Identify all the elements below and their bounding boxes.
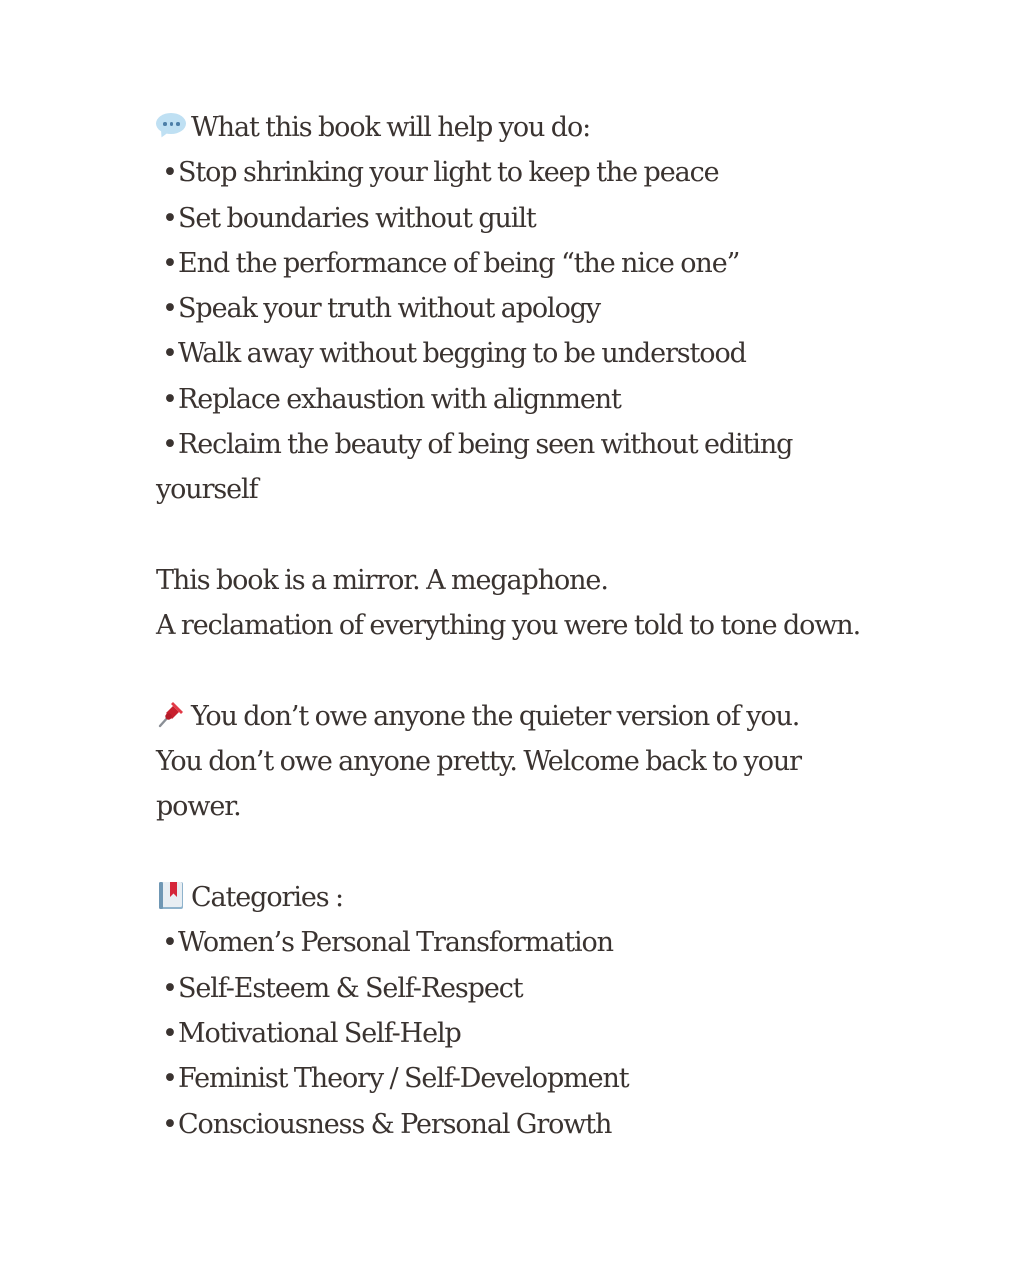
list-item: •Replace exhaustion with alignment (162, 383, 621, 415)
bookmark-book-icon (156, 880, 186, 910)
section-heading-help: What this book will help you do: (156, 105, 896, 150)
list-item: •Stop shrinking your light to keep the peace (162, 157, 719, 189)
list-item: •End the performance of being “the nice one” (162, 247, 740, 279)
pretty-statement: You don’t owe anyone pretty. Welcome back to your (156, 746, 801, 778)
spacer (156, 830, 896, 875)
list-item: •Speak your truth without apology (162, 293, 601, 325)
reclamation-statement: A reclamation of everything you were told to tone down. (156, 610, 861, 642)
category-item: •Women’s Personal Transformation (162, 927, 613, 959)
list-item: •Reclaim the beauty of being seen without editing (162, 429, 793, 461)
category-item: •Self-Esteem & Self-Respect (162, 972, 523, 1004)
spacer (156, 513, 896, 558)
owe-statement: You don’t owe anyone the quieter version of you. (156, 694, 896, 739)
pushpin-icon (156, 699, 186, 729)
list-item-continuation: yourself (156, 474, 258, 506)
category-item: •Feminist Theory / Self-Development (162, 1063, 629, 1095)
power-statement: power. (156, 791, 241, 823)
spacer (156, 649, 896, 694)
document-body (156, 105, 896, 1147)
speech-bubble-icon (156, 110, 186, 140)
list-item: •Walk away without begging to be understood (162, 338, 746, 370)
section-heading-categories: Categories : (156, 875, 896, 920)
category-item: •Consciousness & Personal Growth (162, 1108, 612, 1140)
list-item: •Set boundaries without guilt (162, 202, 536, 234)
mirror-statement: This book is a mirror. A megaphone. (156, 564, 608, 596)
category-item: •Motivational Self-Help (162, 1017, 461, 1049)
